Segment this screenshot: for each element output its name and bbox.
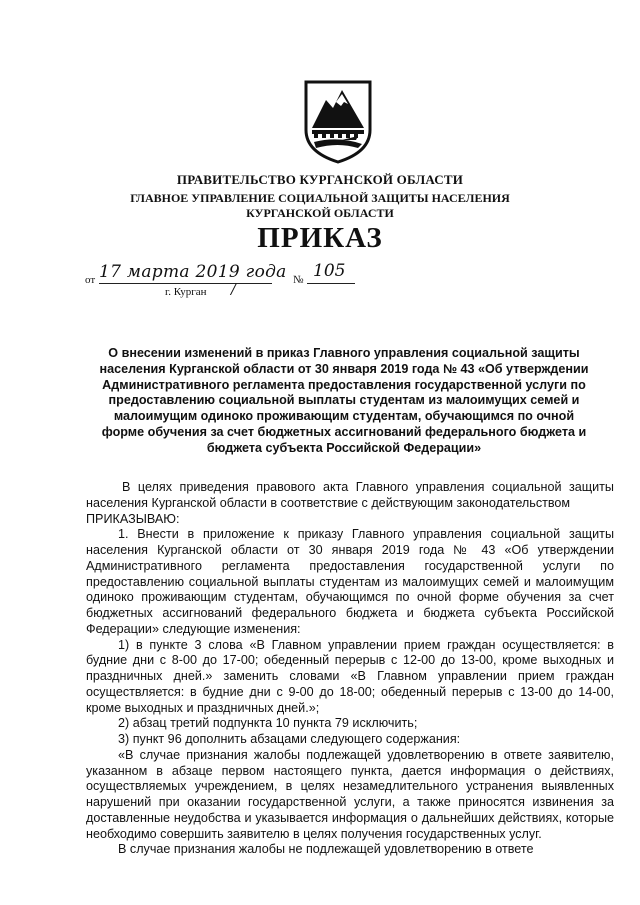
city-name: г. Курган (165, 286, 207, 298)
paragraph-item-1: 1. Внести в приложение к приказу Главного управления социальной защиты населения Курганской области от 30 января 2019 года № 43 «Об утверждении Административного регламента предоставления государственной услуги по предоставлению социальной выплаты студентам из малоимущих семей и малоимущим одиноко проживающим студентам, обучающимся по очной форме обучения за счет бюджетных ассигнований федерального бюджета и бюджета субъекта Российской Федерации» следующие изменения: (86, 527, 614, 636)
date-prefix: от (85, 274, 96, 286)
document-type-heading: ПРИКАЗ (257, 222, 383, 254)
number-underline (307, 283, 355, 284)
paragraph-quote-1: «В случае признания жалобы подлежащей удовлетворению в ответе заявителю, указанном в абзаце первом настоящего пункта, дается информация о действиях, осуществляемых учреждением, в целях незамедлительного устранения выявленных нарушений при оказании государственной услуги, а также приносятся извинения за доставленные неудобства и указывается информация о дальнейших действиях, которые необходимо совершить заявителю в целях получения государственных услуг. (86, 747, 614, 841)
handwritten-number: 105 (313, 261, 346, 281)
department-name-line2: КУРГАНСКОЙ ОБЛАСТИ (246, 206, 394, 220)
paragraph-order-word: ПРИКАЗЫВАЮ: (86, 511, 180, 526)
order-body (86, 480, 614, 858)
paragraph-subitem-1: 1) в пункте 3 слова «В Главном управлении прием граждан осуществляется: в будние дни с 8-00 до 17-00; обеденный перерыв с 12-00 до 13-00, кроме выходных и праздничных дней.» заменить словами «В Главном управлении прием граждан осуществляется: в будние дни с 9-00 до 18-00; обеденный перерыв с 13-00 до 14-00, кроме выходных и праздничных дней.»; (86, 637, 614, 715)
order-title: О внесении изменений в приказ Главного управления социальной защиты населения Курганской области от 30 января 2019 года № 43 «Об утверждении Административного регламента предоставления государственной услуги по предоставлению социальной выплаты студентам из малоимущих семей и малоимущим одиноко проживающим студентам, обучающимся по очной форме обучения за счет бюджетных ассигнований федерального бюджета и бюджета субъекта Российской Федерации» (99, 346, 589, 455)
handwritten-mark: / (231, 282, 236, 298)
paragraph-quote-2: В случае признания жалобы не подлежащей удовлетворению в ответе (118, 842, 534, 857)
number-prefix: № (293, 274, 304, 286)
paragraph-subitem-3: 3) пункт 96 дополнить абзацами следующего содержания: (118, 732, 461, 746)
government-name: ПРАВИТЕЛЬСТВО КУРГАНСКОЙ ОБЛАСТИ (176, 172, 464, 187)
date-underline (99, 283, 272, 284)
paragraph-preamble: В целях приведения правового акта Главного управления социальной защиты населения Курганской области в соответствие с действующим законодательством (86, 480, 614, 510)
paragraph-subitem-2: 2) абзац третий подпункта 10 пункта 79 исключить; (118, 716, 418, 731)
coat-of-arms-icon (302, 78, 374, 164)
order-date-number-block (85, 262, 385, 302)
department-name-line1: ГЛАВНОЕ УПРАВЛЕНИЕ СОЦИАЛЬНОЙ ЗАЩИТЫ НАСЕЛЕНИЯ (130, 191, 510, 205)
handwritten-date: 17 марта 2019 года (99, 262, 287, 282)
